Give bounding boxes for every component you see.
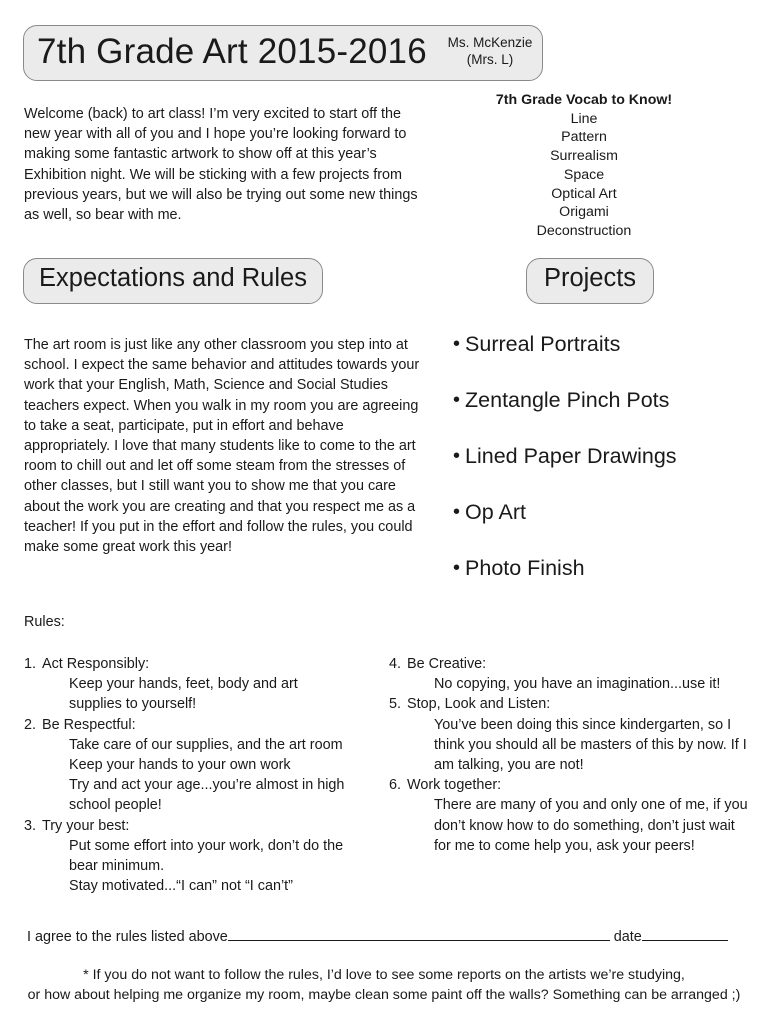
page-title: 7th Grade Art 2015-2016 xyxy=(37,32,427,71)
teacher-name: Ms. McKenzie xyxy=(447,35,533,50)
project-label: Zentangle Pinch Pots xyxy=(465,388,670,412)
bullet: • xyxy=(453,333,461,355)
rule-item xyxy=(24,654,354,715)
projects-list xyxy=(453,330,753,610)
rule-detail: Stay motivated...“I can” not “I can’t” xyxy=(69,878,293,895)
rule-detail: You’ve been doing this since kindergarten, so I think you should all be masters of this by now. If I am talking, you are not! xyxy=(434,716,747,774)
vocab-word: Surrealism xyxy=(550,148,618,165)
rule-number: 2. xyxy=(24,716,37,733)
footnote xyxy=(0,966,768,1005)
bullet: • xyxy=(453,389,461,411)
rule-number: 3. xyxy=(24,817,37,834)
teacher-alt-name: (Mrs. L) xyxy=(466,52,514,67)
expectations-paragraph: The art room is just like any other classroom you step into at school. I expect the same behavior and attitudes towards your work that your English, Math, Science and Social Studies teachers expect. When you walk in my room you are agreeing to take a seat, participate, put in effort and behave appropriately. I love that many students like to come to the art room to chill out and let off some steam from the stresses of other classes, but I still want you to show me that you care about the work you are creating and that you respect me as a teacher! If you put in the effort and follow the rules, you could make some great work this year! xyxy=(24,337,420,556)
list-item xyxy=(453,330,753,386)
expectations-heading-banner xyxy=(23,258,323,304)
rule-title: Stop, Look and Listen: xyxy=(407,696,551,713)
rule-number: 5. xyxy=(389,696,402,713)
rule-detail: No copying, you have an imagination...use it! xyxy=(434,676,721,693)
date-blank[interactable] xyxy=(642,927,728,941)
rule-item xyxy=(24,715,354,816)
vocab-word: Optical Art xyxy=(551,185,617,202)
intro-paragraph: Welcome (back) to art class! I’m very excited to start off the new year with all of you and I hope you’re looking forward to making some fantastic artwork to show off at this year’s Exhibition night. We will be sticking with a few projects from previous years, but we will also be trying out some new things as well, so bear with me. xyxy=(24,106,418,224)
date-label: date xyxy=(613,929,642,945)
agreement-label: I agree to the rules listed above xyxy=(27,929,228,945)
rules-right-column xyxy=(389,654,754,856)
rule-detail: Put some effort into your work, don’t do the bear minimum. xyxy=(69,837,344,875)
agreement-line xyxy=(27,927,728,945)
title-banner xyxy=(23,25,543,81)
rule-title: Be Respectful: xyxy=(42,716,136,733)
project-label: Surreal Portraits xyxy=(465,332,621,356)
rule-detail: Take care of our supplies, and the art room xyxy=(69,736,343,753)
vocab-word: Pattern xyxy=(561,129,607,146)
rule-detail: Try and act your age...you’re almost in high school people! xyxy=(69,777,345,814)
expectations-heading: Expectations and Rules xyxy=(39,264,307,292)
list-item xyxy=(453,554,753,610)
rule-number: 6. xyxy=(389,777,402,794)
bullet: • xyxy=(453,501,461,523)
rule-detail: Keep your hands, feet, body and art supplies to yourself! xyxy=(69,676,298,713)
bullet: • xyxy=(453,557,461,579)
vocab-word: Origami xyxy=(559,204,609,221)
vocab-word: Space xyxy=(563,166,605,183)
rule-title: Work together: xyxy=(407,777,502,794)
project-label: Op Art xyxy=(465,500,526,524)
rule-number: 1. xyxy=(24,656,37,672)
rule-item xyxy=(389,654,754,694)
rule-number: 4. xyxy=(389,656,402,672)
rules-left-column xyxy=(24,654,354,896)
list-item xyxy=(453,386,753,442)
list-item xyxy=(453,442,753,498)
footnote-line-2: or how about helping me organize my room, maybe clean some paint off the walls? Something can be arranged ;) xyxy=(27,986,741,1003)
vocab-heading: 7th Grade Vocab to Know! xyxy=(495,92,673,108)
projects-heading: Projects xyxy=(543,264,637,292)
rule-item xyxy=(24,816,354,897)
rule-title: Try your best: xyxy=(42,817,130,834)
vocab-list xyxy=(468,91,700,241)
teacher-info xyxy=(444,34,536,68)
rule-item xyxy=(389,694,754,775)
rule-detail: There are many of you and only one of me, if you don’t know how to do something, don’t just wait for me to come help you, ask your peers! xyxy=(434,797,748,854)
project-label: Lined Paper Drawings xyxy=(465,444,677,468)
rule-detail: Keep your hands to your own work xyxy=(69,757,291,774)
rule-title: Be Creative: xyxy=(407,656,487,672)
projects-heading-banner xyxy=(526,258,654,304)
project-label: Photo Finish xyxy=(465,556,585,580)
signature-blank[interactable] xyxy=(228,927,610,941)
rules-label: Rules: xyxy=(24,614,65,630)
list-item xyxy=(453,498,753,554)
rule-item xyxy=(389,775,754,856)
vocab-word: Line xyxy=(570,110,598,127)
vocab-word: Deconstruction xyxy=(536,222,632,239)
bullet: • xyxy=(453,445,461,467)
footnote-line-1: * If you do not want to follow the rules, I’d love to see some reports on the artists we’re studying, xyxy=(83,967,685,983)
rule-title: Act Responsibly: xyxy=(42,656,150,672)
